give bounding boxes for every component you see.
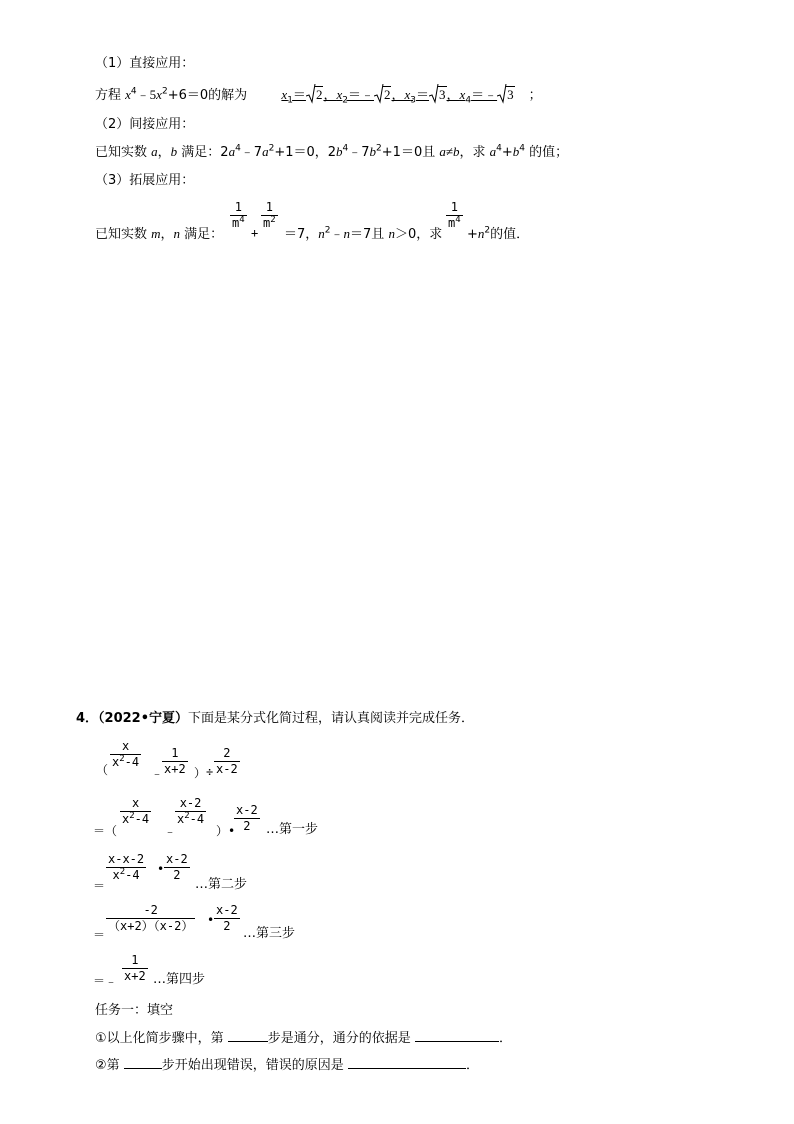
term: +6＝0的解为 xyxy=(167,88,248,103)
var-x: x xyxy=(125,87,131,102)
denominator: $x^2-4$ xyxy=(112,754,140,769)
l0-divide: ÷ xyxy=(206,765,214,779)
numerator: 1 xyxy=(122,953,148,969)
l0-frac-x-over-x2-4 xyxy=(110,739,141,770)
exp: 4 xyxy=(496,143,502,154)
denominator: $x^2-4$ xyxy=(177,811,205,826)
text: ＞0，求 xyxy=(394,227,443,242)
term: ﹣5 xyxy=(136,87,157,102)
sqrt-2 xyxy=(306,87,324,104)
l1-minus: ﹣ xyxy=(164,824,177,838)
term: ﹣7 xyxy=(240,145,263,160)
l0-minus: ﹣ xyxy=(151,766,164,780)
subscript: 2 xyxy=(342,95,348,106)
denominator: x+2 xyxy=(124,969,146,983)
l3-eq: ＝ xyxy=(93,928,106,942)
var-n: n xyxy=(173,226,181,241)
question-source: （2022•宁夏） xyxy=(98,711,189,726)
numerator: 2 xyxy=(214,746,240,762)
l1-step: …第一步 xyxy=(266,822,319,837)
task-2 xyxy=(95,1056,479,1074)
numerator: 1 xyxy=(261,200,278,216)
numerator: x-x-2 xyxy=(108,852,145,866)
part3-text-c xyxy=(467,226,529,243)
var-a: a xyxy=(262,144,269,159)
l0-paren: （ xyxy=(96,763,109,777)
var-x: x xyxy=(336,87,343,102)
task-1 xyxy=(95,1029,512,1047)
equation-prefix: 方程 xyxy=(95,88,126,103)
l2-frac-x-2-over-2 xyxy=(164,852,190,883)
comma: ， xyxy=(157,145,171,160)
exp: 2 xyxy=(161,86,168,97)
text: ①以上化简步骤中，第 xyxy=(95,1031,228,1046)
var-x: x xyxy=(156,87,162,102)
exp: 2 xyxy=(268,143,275,154)
text: ． xyxy=(498,1031,512,1046)
subscript: 4 xyxy=(465,95,472,106)
var-n: n xyxy=(388,226,395,241)
equals: ＝﹣ xyxy=(471,88,498,103)
text: ②第 xyxy=(95,1058,124,1073)
denominator: 2 xyxy=(223,919,231,933)
semicolon: ； xyxy=(528,88,542,103)
part3-text-b xyxy=(284,226,442,243)
radicand: 3 xyxy=(507,87,514,102)
var-x: x xyxy=(281,87,288,102)
var-n: n xyxy=(318,226,325,241)
var-n: n xyxy=(343,226,351,241)
exp: 2 xyxy=(324,225,331,236)
part2-heading: （2）间接应用： xyxy=(95,117,195,132)
question-4-header xyxy=(76,711,474,727)
denominator: $x^2-4$ xyxy=(112,867,140,882)
denominator: $m^4$ xyxy=(448,215,461,230)
text: ＝7且 xyxy=(350,227,389,242)
term: +1＝0，2 xyxy=(274,145,337,160)
comma: ， xyxy=(160,227,174,242)
blank-error-reason[interactable] xyxy=(348,1056,466,1069)
l3-frac xyxy=(106,903,195,934)
numerator: 1 xyxy=(162,746,188,762)
sqrt-3 xyxy=(429,87,447,104)
numerator: 1 xyxy=(446,200,463,216)
l4-frac-1-over-x+2 xyxy=(122,953,148,984)
denominator: （x+2）（x-2） xyxy=(108,919,194,933)
numerator: 1 xyxy=(230,200,247,216)
l3-dot: • xyxy=(207,913,215,927)
subscript: 1 xyxy=(287,95,293,106)
l3-step: …第三步 xyxy=(243,926,296,941)
var-x: x xyxy=(404,87,411,102)
blank-error-step[interactable] xyxy=(124,1056,162,1069)
numerator: x-2 xyxy=(166,852,188,866)
var-a: a xyxy=(489,144,497,159)
denominator: $m^4$ xyxy=(232,215,245,230)
numerator: x-2 xyxy=(175,796,206,812)
var-b: b xyxy=(369,144,377,159)
exp: 2 xyxy=(376,143,382,154)
sqrt-3 xyxy=(497,87,515,104)
subscript: 3 xyxy=(410,95,417,106)
exp: 4 xyxy=(235,143,241,154)
l4-step: …第四步 xyxy=(153,972,206,987)
text: 步是通分，通分的依据是 xyxy=(267,1031,415,1046)
denominator: x-2 xyxy=(216,762,238,776)
radicand: 3 xyxy=(439,87,446,102)
numerator: -2 xyxy=(106,903,195,919)
var-x: x xyxy=(459,87,466,102)
text: ，求 xyxy=(459,145,490,160)
part3-text-a xyxy=(95,226,223,243)
denominator: 2 xyxy=(173,868,181,882)
blank-step-number[interactable] xyxy=(228,1029,268,1042)
text: 的值； xyxy=(525,145,569,160)
l0-rparen: ） xyxy=(194,766,207,780)
question-text: 下面是某分式化简过程，请认真阅读并完成任务． xyxy=(188,711,475,726)
l1-frac-x-2-over-2 xyxy=(234,803,260,834)
part1-equation-line xyxy=(95,87,542,104)
term: ﹣7 xyxy=(348,145,370,160)
var-b: b xyxy=(170,144,178,159)
text: 已知实数 xyxy=(95,145,152,160)
l2-step: …第二步 xyxy=(195,877,248,892)
blank-basis[interactable] xyxy=(415,1029,499,1042)
denominator: 2 xyxy=(243,819,251,833)
l3-frac-x-2-over-2 xyxy=(214,903,240,934)
l1-frac-x-over-x2-4 xyxy=(120,796,151,827)
l2-dot: • xyxy=(157,862,165,876)
var-n: n xyxy=(477,226,485,241)
part2-text xyxy=(95,144,568,161)
text: ． xyxy=(465,1058,479,1073)
numerator: x xyxy=(110,739,141,755)
var-a: a xyxy=(151,144,158,159)
equals: ＝ xyxy=(292,88,306,103)
l4-eq: ＝﹣ xyxy=(93,974,118,988)
plus: + xyxy=(501,145,513,160)
l1-eq: ＝（ xyxy=(93,824,118,838)
l1-frac-x-2-over-x2-4 xyxy=(175,796,206,827)
equals: ＝﹣ xyxy=(347,88,374,103)
text: 的值． xyxy=(490,227,530,242)
text: ＝7， xyxy=(284,227,319,242)
plus: + xyxy=(467,227,478,242)
term: +1＝0且 xyxy=(381,145,440,160)
denominator: $m^2$ xyxy=(263,215,276,230)
radicand: 2 xyxy=(315,87,323,102)
question-number: 4． xyxy=(76,711,99,726)
l1-rparen: ）• xyxy=(216,824,236,838)
plus: + xyxy=(251,226,259,240)
fraction-1-over-m4-b xyxy=(446,200,463,231)
fraction-1-over-m4 xyxy=(230,200,247,231)
exp: 2 xyxy=(484,225,491,236)
exp: 4 xyxy=(130,86,137,97)
text: 满足：2 xyxy=(177,145,229,160)
var-b: b xyxy=(512,144,520,159)
exp: 4 xyxy=(519,143,526,154)
denominator: $x^2-4$ xyxy=(122,811,150,826)
minus: ﹣ xyxy=(330,227,344,242)
a-not-equal-b: a≠b xyxy=(439,144,460,159)
var-m: m xyxy=(151,226,161,241)
numerator: x xyxy=(120,796,151,812)
l0-frac-2-over-x-2 xyxy=(214,746,240,777)
text: 已知实数 xyxy=(95,227,152,242)
var-a: a xyxy=(228,144,236,159)
sqrt-2 xyxy=(374,87,392,104)
equals: ＝ xyxy=(416,88,430,103)
exp: 4 xyxy=(342,143,349,154)
answer: $x_1=$ 2，$x_2=﹣$ 2，$x_3=$ 3，$x_4=﹣$ 3 xyxy=(271,88,528,103)
numerator: x-2 xyxy=(236,803,258,817)
fraction-1-over-m2 xyxy=(261,200,278,231)
l2-frac xyxy=(106,852,146,883)
radicand: 2 xyxy=(383,87,391,102)
task-title: 任务一：填空 xyxy=(95,1003,174,1018)
part1-heading: （1）直接应用： xyxy=(95,56,195,71)
text: 步开始出现错误，错误的原因是 xyxy=(161,1058,348,1073)
part3-heading: （3）拓展应用： xyxy=(95,173,195,188)
l0-frac-1-over-x+2 xyxy=(162,746,188,777)
denominator: x+2 xyxy=(164,762,186,776)
numerator: x-2 xyxy=(216,903,238,917)
l2-eq: ＝ xyxy=(93,879,106,893)
var-b: b xyxy=(336,144,343,159)
text: 满足： xyxy=(180,227,224,242)
